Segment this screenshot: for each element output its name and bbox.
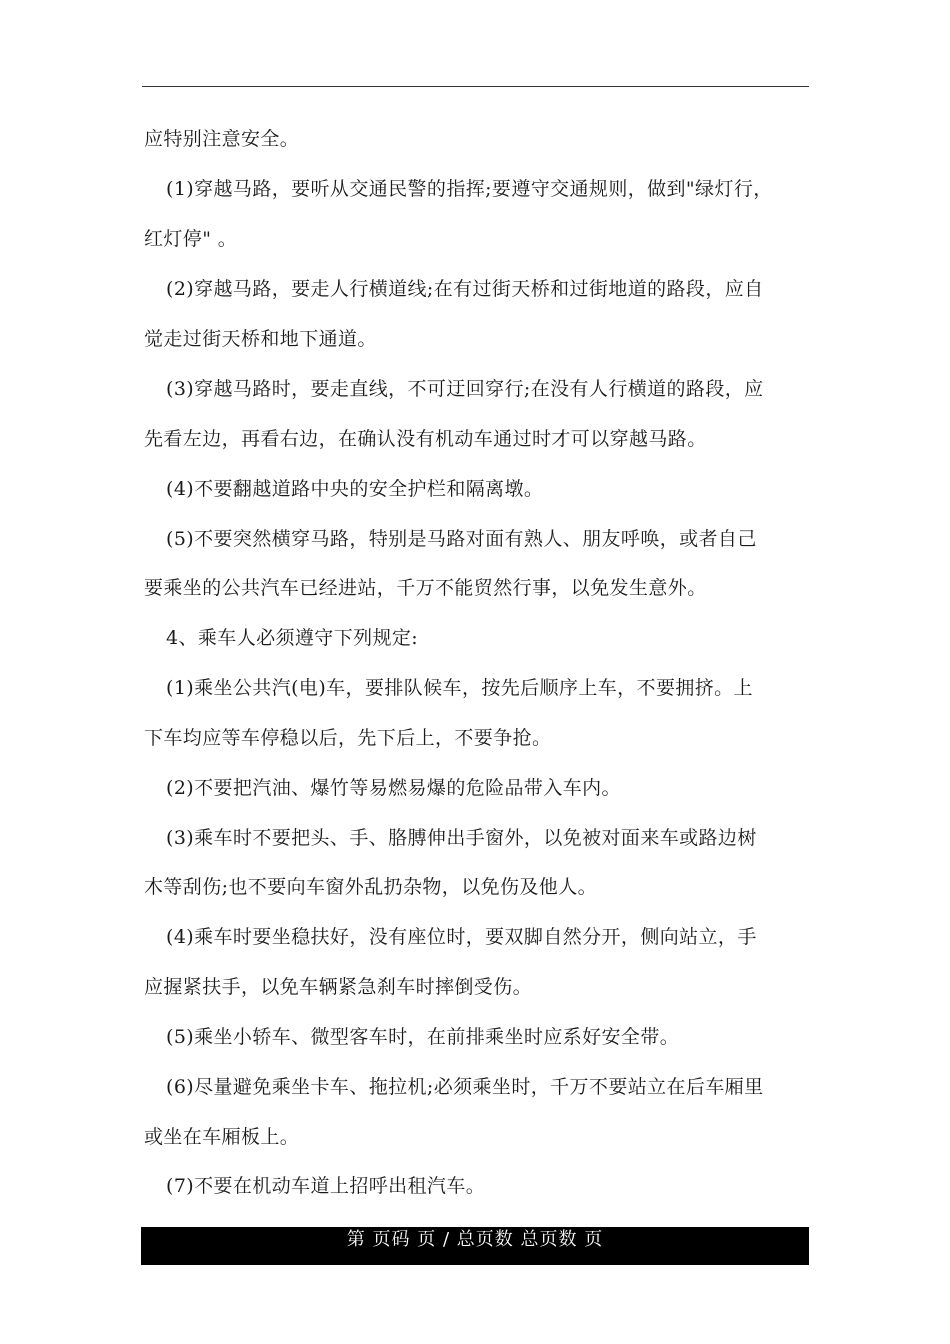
paragraph-line: (2)穿越马路，要走人行横道线;在有过街天桥和过街地道的路段，应自 — [166, 278, 764, 300]
paragraph-line: 先看左边，再看右边，在确认没有机动车通过时才可以穿越马路。 — [144, 428, 707, 450]
paragraph-line: 应特别注意安全。 — [144, 128, 300, 150]
paragraph-line: (4)乘车时要坐稳扶好，没有座位时，要双脚自然分开，侧向站立，手 — [166, 926, 757, 948]
paragraph-line: (3)乘车时不要把头、手、胳膊伸出手窗外，以免被对面来车或路边树 — [166, 827, 757, 849]
section-heading: 4、乘车人必须遵守下列规定: — [166, 627, 419, 649]
paragraph-line: (2)不要把汽油、爆竹等易燃易爆的危险品带入车内。 — [166, 777, 621, 799]
paragraph-line: (6)尽量避免乘坐卡车、拖拉机;必须乘坐时，千万不要站立在后车厢里 — [166, 1076, 764, 1098]
paragraph-line: (5)乘坐小轿车、微型客车时，在前排乘坐时应系好安全带。 — [166, 1026, 680, 1048]
paragraph-line: (3)穿越马路时，要走直线，不可迂回穿行;在没有人行横道的路段，应 — [166, 378, 764, 400]
page-number-text: 第 页码 页 / 总页数 总页数 页 — [346, 1229, 604, 1250]
paragraph-line: (1)穿越马路，要听从交通民警的指挥;要遵守交通规则，做到"绿灯行， — [166, 178, 773, 200]
paragraph-line: (7)不要在机动车道上招呼出租汽车。 — [166, 1175, 486, 1197]
page-footer — [141, 1227, 809, 1265]
paragraph-line: 木等刮伤;也不要向车窗外乱扔杂物，以免伤及他人。 — [144, 876, 598, 898]
paragraph-line: (4)不要翻越道路中央的安全护栏和隔离墩。 — [166, 478, 544, 500]
paragraph-line: 应握紧扶手，以免车辆紧急刹车时摔倒受伤。 — [144, 976, 533, 998]
paragraph-line: (1)乘坐公共汽(电)车，要排队候车，按先后顺序上车，不要拥挤。上 — [166, 677, 753, 699]
paragraph-line: 或坐在车厢板上。 — [144, 1126, 300, 1148]
paragraph-line: 红灯停" 。 — [144, 228, 238, 250]
paragraph-line: (5)不要突然横穿马路，特别是马路对面有熟人、朋友呼唤，或者自己 — [166, 528, 757, 550]
paragraph-line: 下车均应等车停稳以后，先下后上，不要争抢。 — [144, 727, 552, 749]
paragraph-line: 要乘坐的公共汽车已经进站，千万不能贸然行事，以免发生意外。 — [144, 577, 707, 599]
header-rule — [142, 86, 809, 87]
paragraph-line: 觉走过街天桥和地下通道。 — [144, 328, 377, 350]
